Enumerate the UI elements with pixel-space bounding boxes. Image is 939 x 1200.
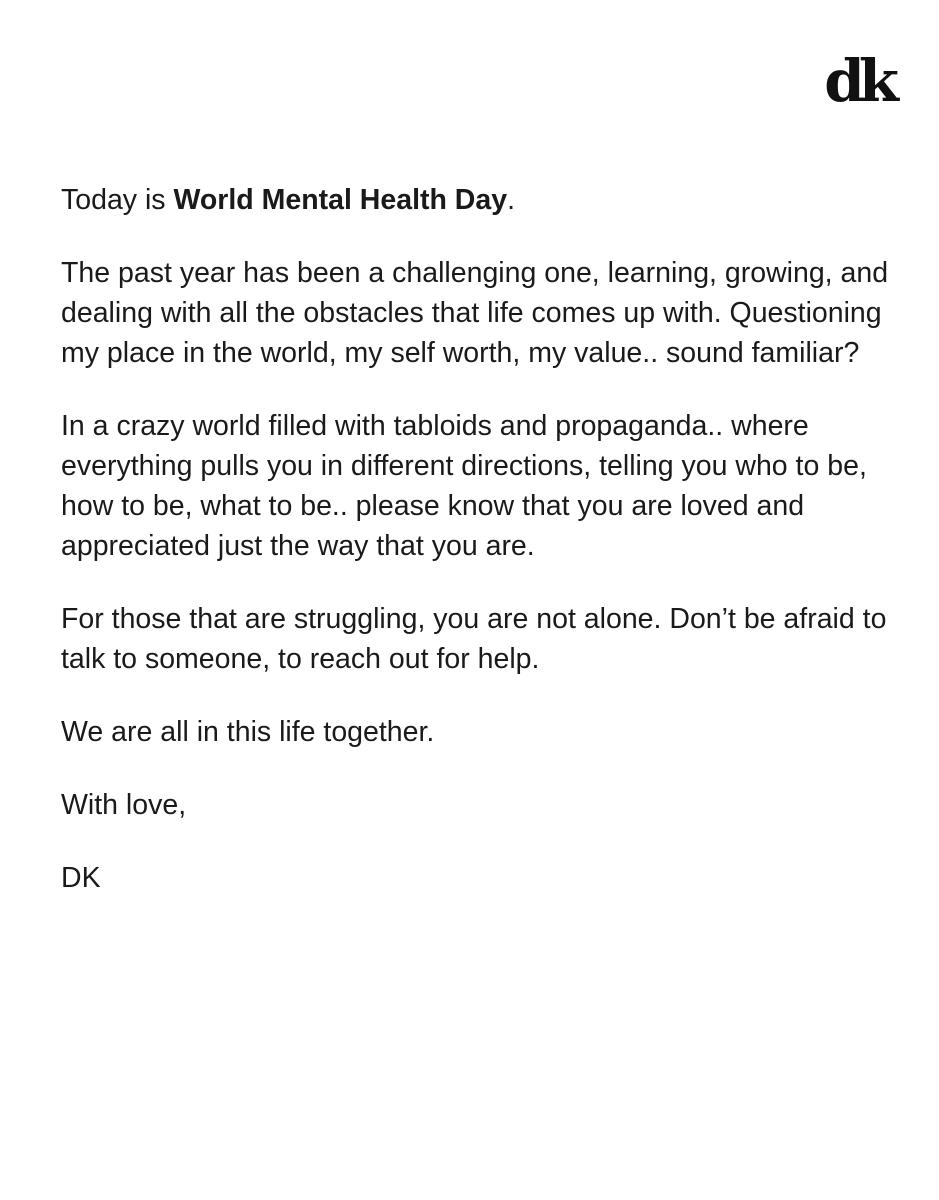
- closing: With love,: [61, 789, 187, 821]
- paragraph-together: We are all in this life together.: [61, 716, 435, 748]
- intro-prefix: Today is: [61, 184, 174, 216]
- intro-highlight: World Mental Health Day: [173, 184, 508, 216]
- paragraph-struggling: For those that are struggling, you are not alone. Don’t be afraid to talk to someone, to reach out for help.: [61, 603, 887, 675]
- paragraph-past-year: The past year has been a challenging one, learning, growing, and dealing with all the obstacles that life comes up with. Questioning my place in the world, my self worth, my value.. sound familiar?: [61, 257, 889, 369]
- signature: DK: [61, 862, 101, 894]
- letter-body: [61, 180, 891, 931]
- paragraph-crazy-world: In a crazy world filled with tabloids and propaganda.. where everything pulls you in different directions, telling you who to be, how to be, what to be.. please know that you are loved and appreciated just the way that you are.: [61, 410, 867, 562]
- dk-logo: dk: [824, 47, 893, 115]
- intro-suffix: .: [507, 184, 516, 216]
- intro-paragraph: [61, 180, 891, 220]
